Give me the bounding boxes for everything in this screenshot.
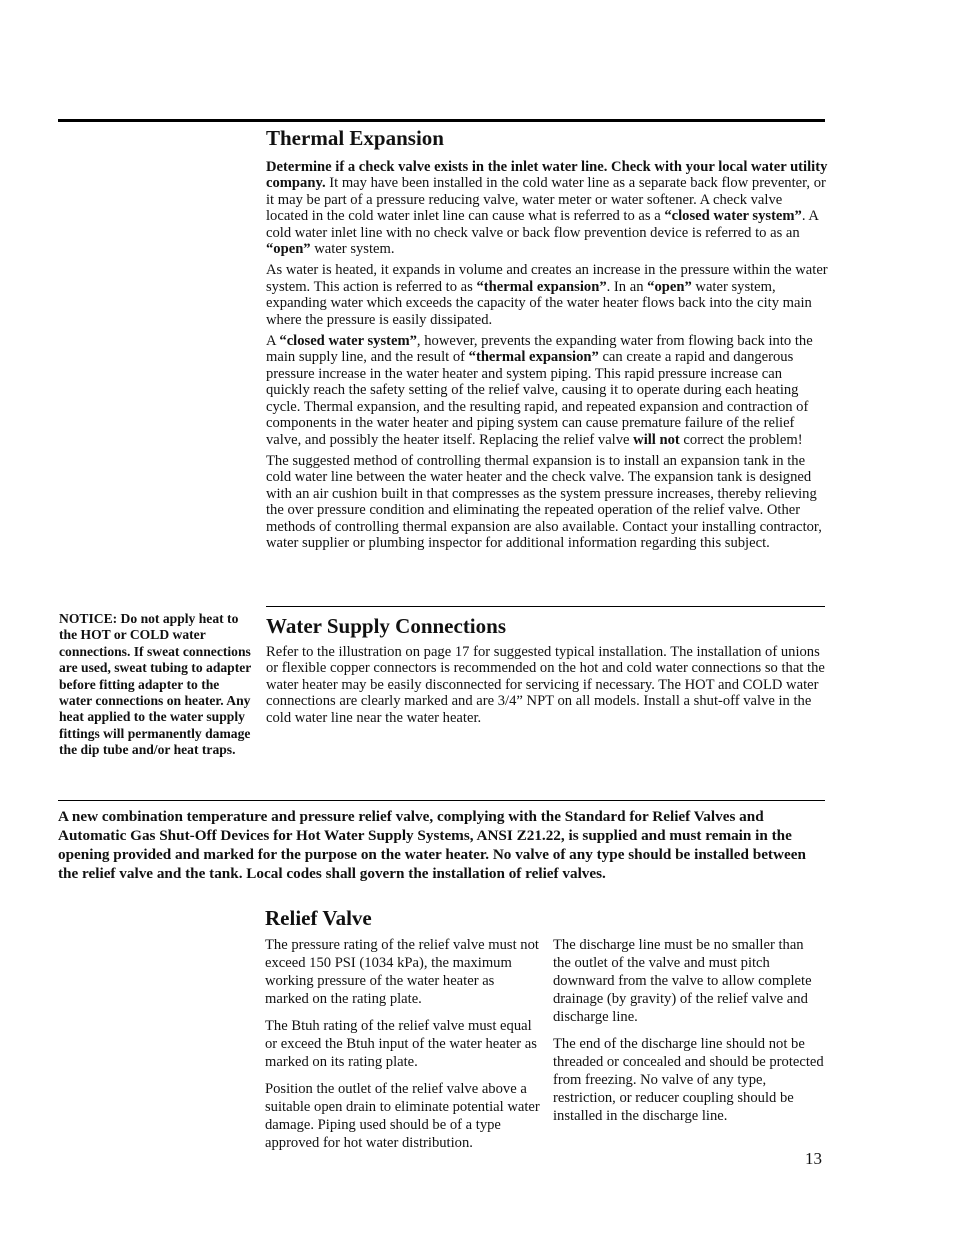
- thermal-expansion-title: Thermal Expansion: [266, 126, 444, 150]
- water-supply-section: [266, 614, 826, 726]
- thermal-p1-lead: Determine if a check valve exists in the inlet water line. Check with your local water utility company.: [266, 159, 828, 192]
- water-supply-rule: [266, 606, 825, 607]
- relief-right-column: [553, 936, 825, 1125]
- notice-sidebar: NOTICE: Do not apply heat to the HOT or COLD water connections. If sweat connections are used, sweat tubing to adapter before fitting adapter to the water connections on heater. Any heat applied to the water supply fittings will permanently damage the dip tube and/or heat traps.: [59, 611, 252, 758]
- relief-right-para-2: The end of the discharge line should not be threaded or concealed and should be protected from freezing. No valve of any type, restriction, or reducer coupling should be installed in the discharge line.: [553, 1036, 824, 1124]
- relief-valve-title: Relief Valve: [265, 906, 372, 930]
- relief-left-para-3: Position the outlet of the relief valve above a suitable open drain to eliminate potential water damage. Piping used should be of a type approved for hot water distribution.: [265, 1081, 540, 1151]
- thermal-para-3: A “closed water system”, however, prevents the expanding water from flowing back into the main supply line, and the result of “thermal expansion” can create a rapid and dangerous pressure increase in the water heater and system piping. This rapid pressure increase can quickly reach the safety setting of the relief valve, causing it to operate during each heating cycle. Thermal expansion, and the resulting rapid, and repeated expansion and contraction of components in the water heater and piping system can cause premature failure of the relief valve, and possibly the heater itself. Replacing the relief valve will not correct the problem!: [266, 333, 813, 448]
- water-supply-title: Water Supply Connections: [266, 614, 506, 638]
- warning-rule: [58, 800, 825, 801]
- thermal-para-4: The suggested method of controlling thermal expansion is to install an expansion tank in the cold water line between the water heater and the check valve. The expansion tank is designed with an air cushion built in that compresses as the system pressure increases, thereby relieving the over pressure condition and eliminating the repeated operation of the relief valve. Other methods of controlling thermal expansion are also available. Contact your installing contractor, water supplier or plumbing inspector for additional information regarding this subject.: [266, 452, 822, 551]
- thermal-para-2: As water is heated, it expands in volume and creates an increase in the pressure within the water system. This action is referred to as “thermal expansion”. In an “open” water system, expanding water which exceeds the capacity of the water heater flows back into the city main where the pressure is easily dissipated.: [266, 262, 828, 328]
- thermal-expansion-section: [266, 126, 828, 551]
- water-supply-para: Refer to the illustration on page 17 for suggested typical installation. The installation of unions or flexible copper connectors is recommended on the hot and cold water connections so that the water heater may be easily disconnected for servicing if necessary. The HOT and COLD water connections are clearly marked and are 3/4” NPT on all models. Install a shut-off valve in the cold water line near the water heater.: [266, 644, 825, 726]
- page-number: 13: [805, 1149, 822, 1168]
- relief-left-column: [265, 936, 541, 1152]
- relief-valve-warning: A new combination temperature and pressure relief valve, complying with the Standard for Relief Valves and Automatic Gas Shut-Off Devices for Hot Water Supply Systems, ANSI Z21.22, is supplied and must remain in the opening provided and marked for the purpose on the water heater. No valve of any type should be installed between the relief valve and the tank. Local codes shall govern the installation of relief valves.: [58, 808, 806, 882]
- thermal-para-1: Determine if a check valve exists in the inlet water line. Check with your local water utility company. It may have been installed in the cold water line as a separate back flow preventer, or it may be part of a pressure reducing valve, water meter or water softener. A check valve located in the cold water inlet line can cause what is referred to as a “closed water system”. A cold water inlet line with no check valve or back flow prevention device is referred to as an “open” water system.: [266, 159, 828, 258]
- relief-left-para-1: The pressure rating of the relief valve must not exceed 150 PSI (1034 kPa), the maximum working pressure of the water heater as marked on the rating plate.: [265, 937, 539, 1007]
- relief-right-para-1: The discharge line must be no smaller than the outlet of the valve and must pitch downward from the valve to allow complete drainage (by gravity) of the relief valve and discharge line.: [553, 937, 812, 1025]
- relief-left-para-2: The Btuh rating of the relief valve must equal or exceed the Btuh input of the water heater as marked on its rating plate.: [265, 1018, 537, 1070]
- top-rule: [58, 119, 825, 122]
